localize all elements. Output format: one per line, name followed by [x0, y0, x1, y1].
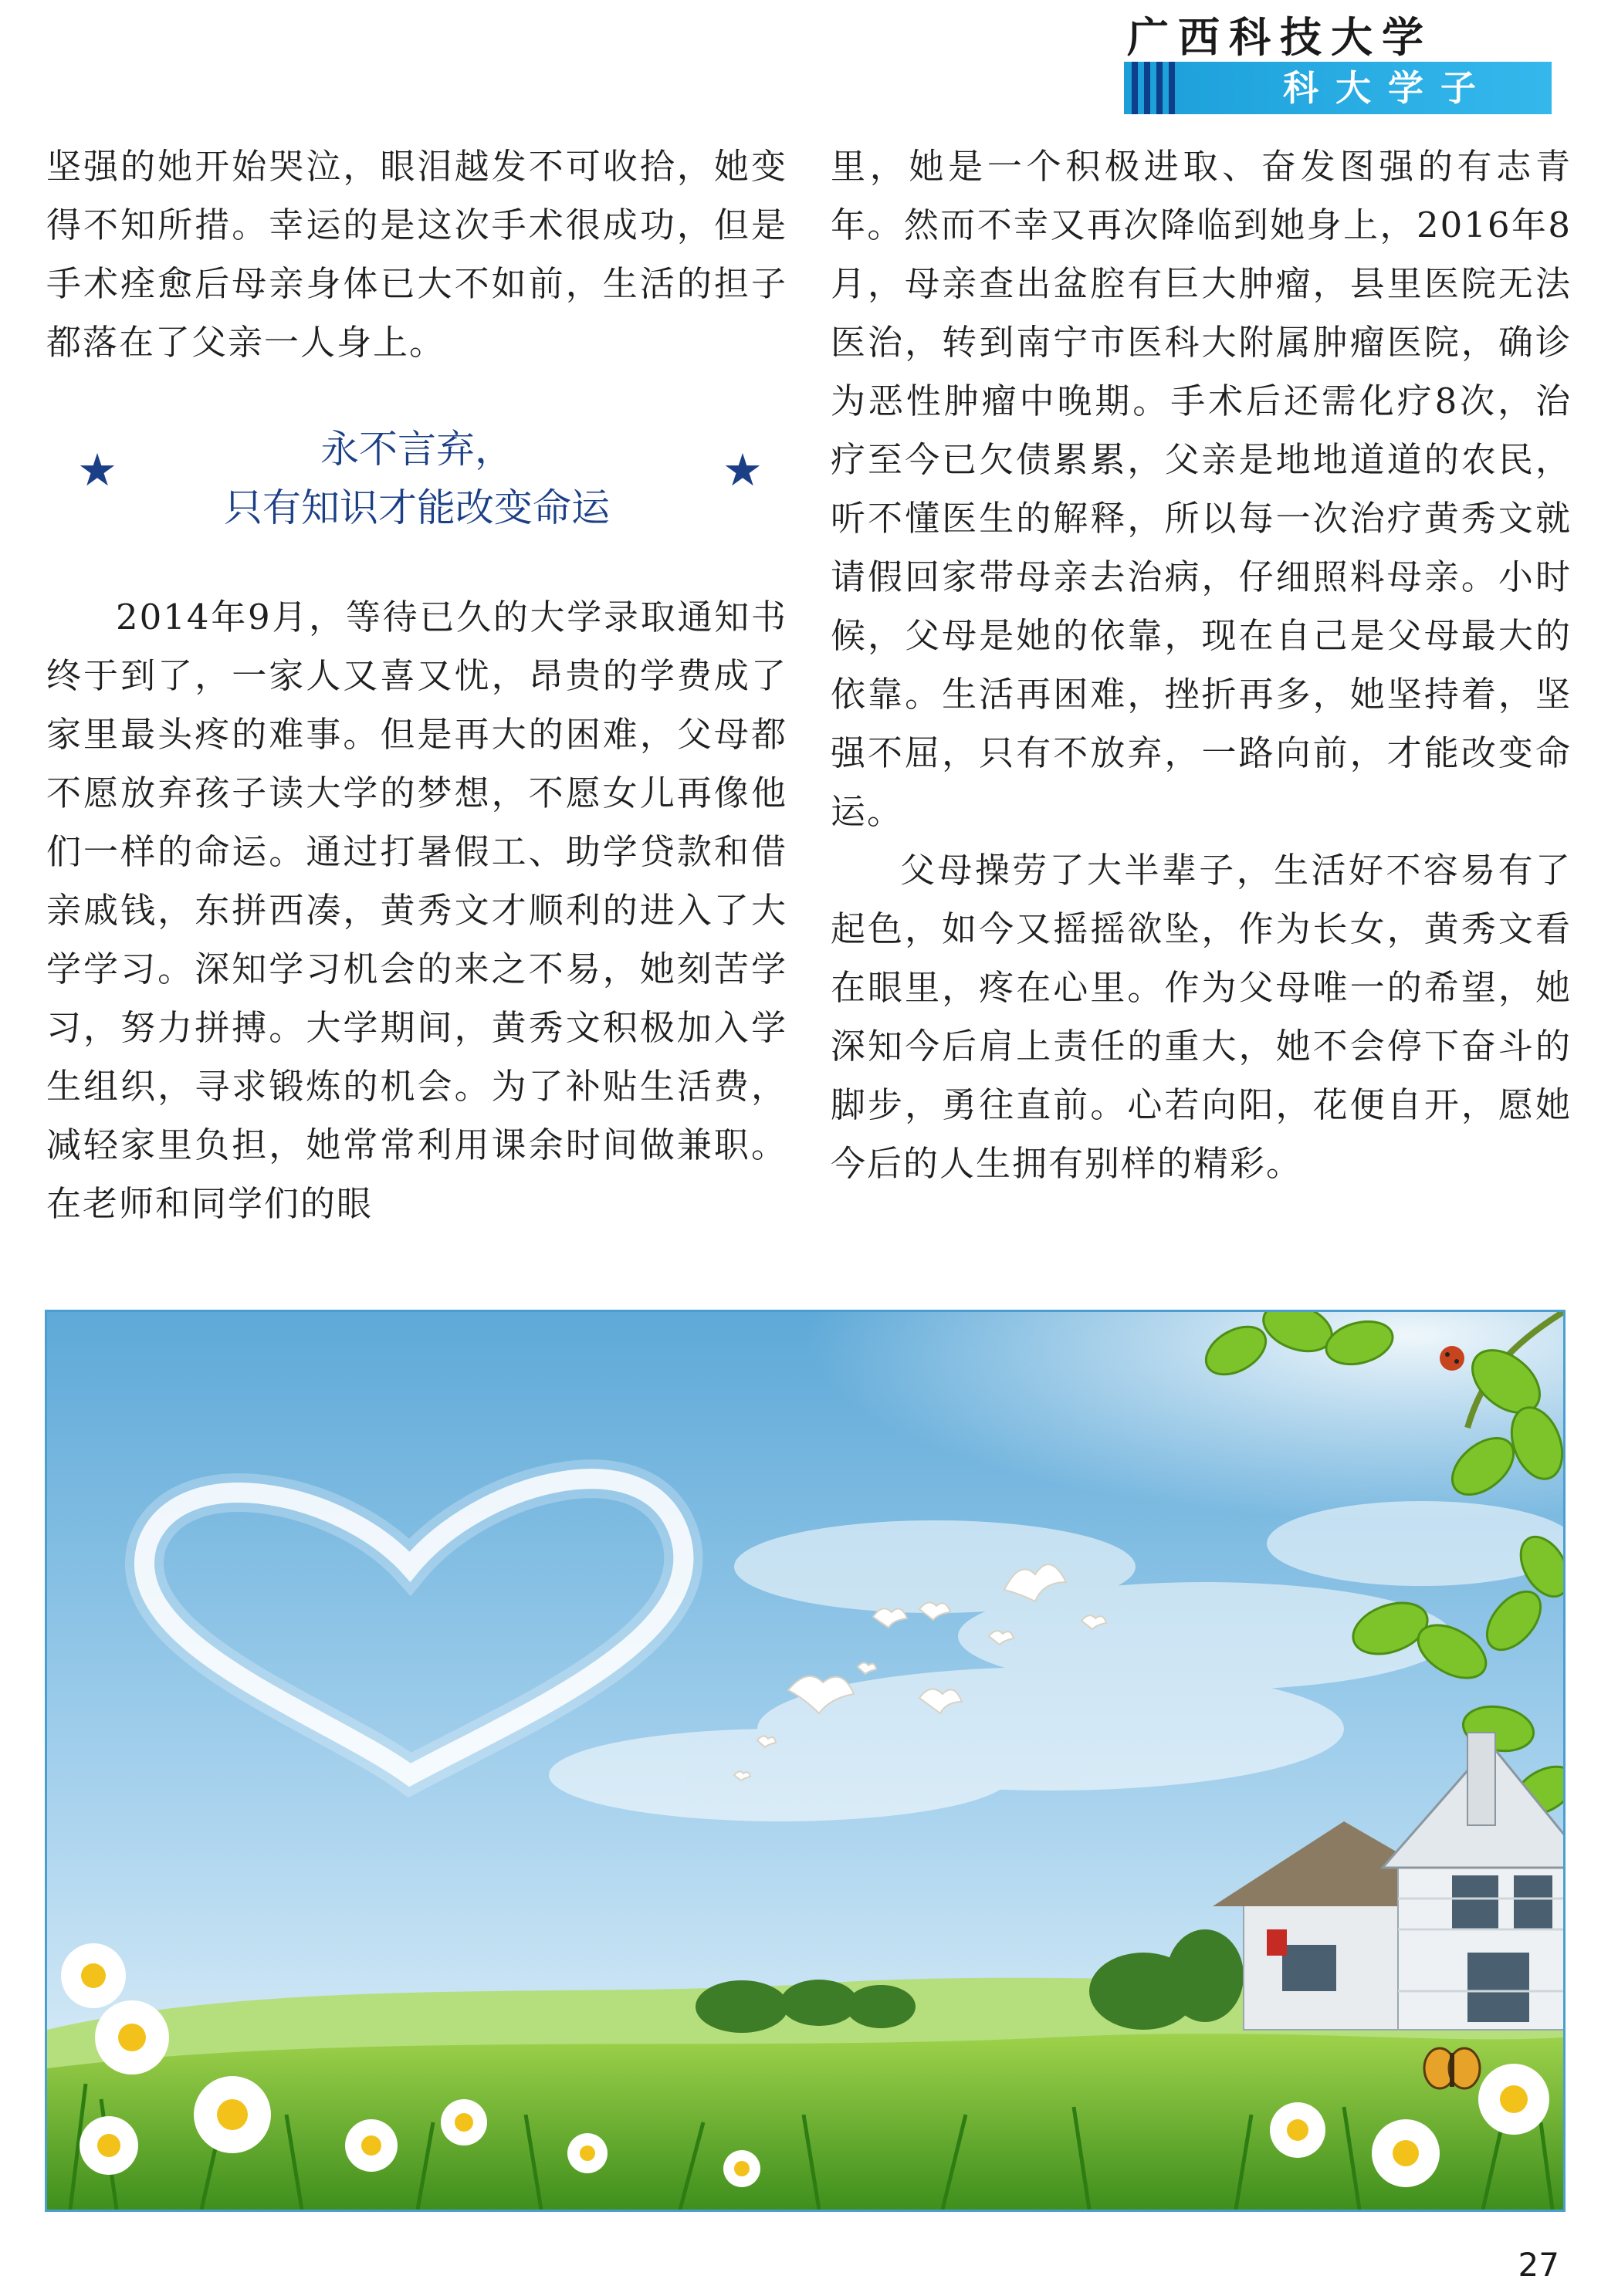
heading-line: 永不言弃， — [320, 427, 513, 472]
section-label: 科大学子 — [1283, 67, 1493, 109]
daisy-icon — [80, 2116, 138, 2175]
ladybug-icon — [1440, 1346, 1464, 1371]
daisy-icon — [1372, 2119, 1440, 2187]
daisy-icon — [345, 2119, 398, 2172]
daisy-icon — [567, 2133, 608, 2173]
banner-stripe — [1156, 62, 1163, 114]
banner-stripe — [1144, 62, 1150, 114]
daisy-icon — [194, 2076, 271, 2153]
banner-stripe — [1132, 62, 1138, 114]
daisy-icon — [723, 2150, 760, 2187]
scenery-svg — [47, 1312, 1563, 2210]
paragraph: 父母操劳了大半辈子，生活好不容易有了起色，如今又摇摇欲坠，作为长女，黄秀文看在眼里，疼在心里。作为父母唯一的希望，她深知今后肩上责任的重大，她不会停下奋斗的脚步，勇往直前。心若向阳，花便自开，愿她今后的人生拥有别样的精彩。 — [831, 850, 1572, 1184]
paragraph: 坚强的她开始哭泣，眼泪越发不可收拾，她变得不知所措。幸运的是这次手术很成功，但是手术痊愈后母亲身体已大不如前，生活的担子都落在了父亲一人身上。 — [46, 146, 787, 363]
daisy-icon — [1478, 2064, 1549, 2135]
left-column — [46, 137, 787, 1233]
section-heading — [46, 420, 787, 536]
right-column — [831, 137, 1572, 1193]
paragraph: 2014年9月，等待已久的大学录取通知书终于到了，一家人又喜又忧，昂贵的学费成了家里最头疼的难事。但是再大的困难，父母都不愿放弃孩子读大学的梦想，不愿女儿再像他们一样的命运。通过打暑假工、助学贷款和借亲戚钱，东拼西凑，黄秀文才顺利的进入了大学学习。深知学习机会的来之不易，她刻苦学习，努力拼搏。大学期间，黄秀文积极加入学生组织，寻求锻炼的机会。为了补贴生活费，减轻家里负担，她常常利用课余时间做兼职。在老师和同学们的眼 — [46, 597, 787, 1224]
butterfly-icon — [1424, 2048, 1480, 2088]
banner-stripe — [1169, 62, 1175, 114]
daisy-icon — [61, 1943, 126, 2008]
publication-title: 广西科技大学 — [1127, 12, 1433, 62]
star-icon: ★ — [723, 444, 763, 496]
daisy-icon — [1270, 2102, 1325, 2158]
heading-line: 只有知识才能改变命运 — [224, 485, 610, 530]
daisy-icon — [95, 2000, 169, 2075]
star-icon: ★ — [77, 444, 117, 496]
page-number: 27 — [1518, 2246, 1559, 2284]
daisy-icon — [441, 2099, 487, 2146]
paragraph: 里，她是一个积极进取、奋发图强的有志青年。然而不幸又再次降临到她身上，2016年8月，母亲查出盆腔有巨大肿瘤，县里医院无法医治，转到南宁市医科大附属肿瘤医院，确诊为恶性肿瘤中晚期。手术后还需化疗8次，治疗至今已欠债累累，父亲是地地道道的农民，听不懂医生的解释，所以每一次治疗黄秀文就请假回家带母亲去治病，仔细照料母亲。小时候，父母是她的依靠，现在自己是父母最大的依靠。生活再困难，挫折再多，她坚持着，坚强不屈，只有不放弃，一路向前，才能改变命运。 — [831, 146, 1572, 832]
scenery-illustration — [45, 1310, 1566, 2212]
section-banner — [1124, 62, 1552, 114]
